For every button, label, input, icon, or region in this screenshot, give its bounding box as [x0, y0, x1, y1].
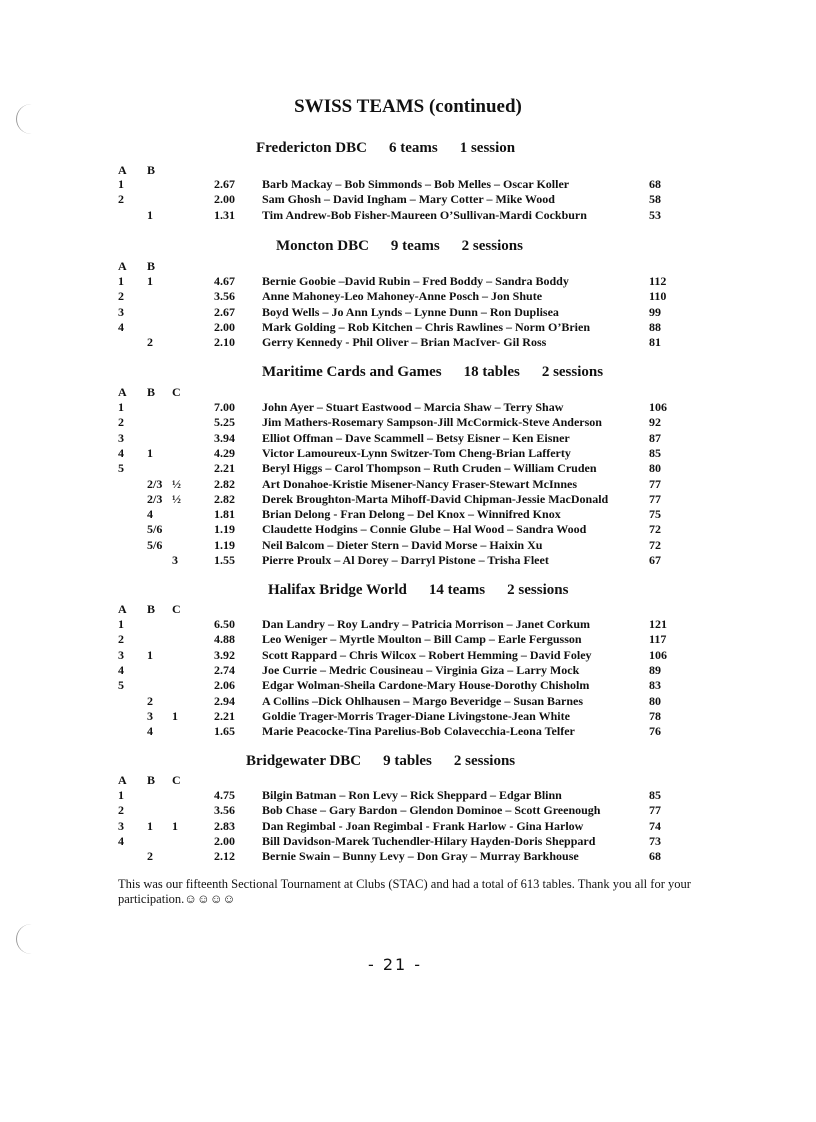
section-size: 14 teams [428, 582, 486, 598]
rank-a: 3 [118, 818, 124, 833]
column-header: C [172, 773, 181, 787]
rank-b: 3 [147, 708, 153, 723]
score-value: 87 [649, 430, 661, 445]
rank-a: 4 [118, 833, 124, 848]
result-row [0, 632, 816, 647]
masterpoints: 4.75 [214, 788, 235, 802]
rank-a: 1 [118, 617, 124, 631]
result-row [0, 507, 816, 522]
rank-a: 3 [118, 647, 124, 662]
masterpoints: 2.06 [214, 678, 235, 693]
team-members: Bill Davidson-Marek Tuchendler-Hilary Hayden-Doris Sheppard [262, 833, 596, 848]
rank-a: 3 [118, 304, 124, 319]
section-name: Fredericton DBC [256, 140, 367, 156]
result-row [0, 177, 816, 192]
score-value: 75 [649, 507, 661, 522]
section-size: 9 tables [383, 753, 432, 769]
section-size: 6 teams [388, 140, 438, 156]
result-row [0, 446, 816, 461]
masterpoints: 2.82 [214, 476, 235, 491]
result-row [0, 803, 816, 818]
rank-a: 3 [118, 430, 124, 445]
score-value: 72 [649, 522, 661, 537]
column-header: A [118, 385, 127, 399]
team-members: Brian Delong - Fran Delong – Del Knox – Winnifred Knox [262, 507, 561, 522]
masterpoints: 2.21 [214, 708, 235, 723]
rank-a: 2 [118, 415, 124, 430]
rank-b: 1 [147, 274, 153, 288]
score-value: 85 [649, 788, 661, 802]
team-members: Bob Chase – Gary Bardon – Glendon Dominoe – Scott Greenough [262, 803, 601, 818]
rank-a: 5 [118, 461, 124, 476]
team-members: Barb Mackay – Bob Simmonds – Bob Melles – Oscar Koller [262, 177, 570, 191]
result-row [0, 663, 816, 678]
rank-c: 1 [172, 818, 178, 833]
section-heading [276, 238, 523, 255]
score-value: 85 [649, 445, 661, 460]
team-members: Bernie Goobie –David Rubin – Fred Boddy – Sandra Boddy [262, 274, 569, 288]
rank-b: 4 [147, 507, 153, 522]
result-row [0, 415, 816, 430]
team-members: Claudette Hodgins – Connie Glube – Hal Wood – Sandra Wood [262, 522, 587, 537]
team-members: Sam Ghosh – David Ingham – Mary Cotter – Mike Wood [262, 192, 555, 207]
masterpoints: 3.92 [214, 647, 235, 662]
team-members: Scott Rappard – Chris Wilcox – Robert Hemming – David Foley [262, 647, 592, 662]
team-members: Mark Golding – Rob Kitchen – Chris Rawlines – Norm O’Brien [262, 319, 591, 334]
masterpoints: 1.65 [214, 724, 235, 739]
team-members: Tim Andrew-Bob Fisher-Maureen O’Sullivan-Mardi Cockburn [262, 207, 587, 222]
masterpoints: 2.21 [214, 461, 235, 476]
score-value: 80 [649, 693, 661, 708]
section-heading [268, 582, 568, 599]
score-value: 80 [649, 461, 661, 476]
result-row [0, 724, 816, 739]
section-sessions: 2 sessions [541, 364, 604, 380]
masterpoints: 2.94 [214, 693, 235, 708]
section-sessions: 2 sessions [453, 753, 516, 769]
team-members: Victor Lamoureux-Lynn Switzer-Tom Cheng-Brian Lafferty [262, 445, 571, 460]
rank-a: 2 [118, 803, 124, 818]
section-name: Moncton DBC [276, 238, 369, 254]
team-members: Pierre Proulx – Al Dorey – Darryl Pistone – Trisha Fleet [262, 553, 549, 567]
score-value: 99 [649, 304, 661, 319]
rank-a: 1 [118, 177, 124, 191]
rank-a: 1 [118, 788, 124, 802]
rank-a: 5 [118, 678, 124, 693]
score-value: 77 [649, 803, 661, 818]
column-header: A [118, 602, 127, 616]
score-value: 67 [649, 553, 661, 567]
team-members: Leo Weniger – Myrtle Moulton – Bill Camp – Earle Fergusson [262, 632, 582, 647]
masterpoints: 2.00 [214, 192, 235, 207]
score-value: 77 [649, 476, 661, 491]
team-members: Boyd Wells – Jo Ann Lynds – Lynne Dunn – Ron Duplisea [262, 304, 559, 319]
result-row [0, 274, 816, 289]
rank-a: 4 [118, 319, 124, 334]
score-value: 112 [649, 274, 667, 288]
rank-b: 4 [147, 724, 153, 739]
section-heading [262, 364, 603, 381]
masterpoints: 2.74 [214, 662, 235, 677]
masterpoints: 4.88 [214, 632, 235, 647]
section-name: Halifax Bridge World [268, 582, 407, 598]
section-name: Maritime Cards and Games [262, 364, 442, 380]
masterpoints: 6.50 [214, 617, 235, 631]
result-row [0, 431, 816, 446]
masterpoints: 2.12 [214, 849, 235, 864]
team-members: Derek Broughton-Marta Mihoff-David Chipman-Jessie MacDonald [262, 491, 609, 506]
rank-b: 5/6 [147, 537, 163, 552]
page-number: - 21 - [368, 955, 423, 974]
team-members: Bernie Swain – Bunny Levy – Don Gray – Murray Barkhouse [262, 849, 579, 864]
masterpoints: 2.00 [214, 319, 235, 334]
team-members: Edgar Wolman-Sheila Cardone-Mary House-Dorothy Chisholm [262, 678, 590, 693]
masterpoints: 3.56 [214, 289, 235, 304]
result-row [0, 335, 816, 350]
score-value: 106 [649, 400, 667, 414]
masterpoints: 1.31 [214, 207, 235, 222]
result-row [0, 289, 816, 304]
masterpoints: 2.67 [214, 177, 235, 191]
section-size: 9 teams [390, 238, 440, 254]
team-members: Bilgin Batman – Ron Levy – Rick Sheppard – Edgar Blinn [262, 788, 562, 802]
section-size: 18 tables [463, 364, 520, 380]
score-value: 110 [649, 289, 667, 304]
column-header: A [118, 773, 127, 787]
score-value: 58 [649, 192, 661, 207]
column-header: A [118, 259, 127, 273]
rank-b: 1 [147, 445, 153, 460]
section-sessions: 2 sessions [461, 238, 523, 254]
score-value: 92 [649, 415, 661, 430]
section-sessions: 2 sessions [507, 582, 569, 598]
team-members: Gerry Kennedy - Phil Oliver – Brian MacIver- Gil Ross [262, 335, 547, 350]
column-header: C [172, 602, 181, 616]
score-value: 76 [649, 724, 661, 739]
rank-b: 2/3 [147, 476, 163, 491]
result-row [0, 461, 816, 476]
result-row [0, 694, 816, 709]
rank-a: 1 [118, 274, 124, 288]
rank-a: 2 [118, 632, 124, 647]
rank-b: 1 [147, 647, 153, 662]
masterpoints: 1.19 [214, 522, 235, 537]
footer-note: This was our fifteenth Sectional Tournament at Clubs (STAC) and had a total of 613 tables. Thank you all for your participation.☺☺☺☺ [118, 877, 691, 906]
section-sessions: 1 session [459, 140, 516, 156]
result-row [0, 305, 816, 320]
masterpoints: 3.56 [214, 803, 235, 818]
score-value: 89 [649, 662, 661, 677]
score-value: 68 [649, 177, 661, 191]
score-value: 72 [649, 537, 661, 552]
rank-a: 4 [118, 662, 124, 677]
score-value: 53 [649, 207, 661, 222]
score-value: 78 [649, 708, 661, 723]
score-value: 88 [649, 319, 661, 334]
rank-a: 1 [118, 400, 124, 414]
score-value: 73 [649, 833, 661, 848]
column-header: B [147, 602, 156, 616]
score-value: 83 [649, 678, 661, 693]
masterpoints: 1.81 [214, 507, 235, 522]
masterpoints: 2.82 [214, 491, 235, 506]
result-row [0, 788, 816, 803]
team-members: A Collins –Dick Ohlhausen – Margo Beveridge – Susan Barnes [262, 693, 584, 708]
team-members: Art Donahoe-Kristie Misener-Nancy Fraser-Stewart McInnes [262, 476, 578, 491]
result-row [0, 553, 816, 568]
masterpoints: 2.00 [214, 833, 235, 848]
rank-a: 2 [118, 192, 124, 207]
rank-c: 3 [172, 553, 178, 567]
column-header: A [118, 163, 127, 177]
masterpoints: 1.19 [214, 537, 235, 552]
rank-b: 1 [147, 818, 153, 833]
section-heading [246, 753, 515, 770]
punch-hole-mark [16, 924, 47, 954]
team-members: Neil Balcom – Dieter Stern – David Morse – Haixin Xu [262, 537, 543, 552]
team-members: Jim Mathers-Rosemary Sampson-Jill McCormick-Steve Anderson [262, 415, 602, 430]
masterpoints: 4.29 [214, 445, 235, 460]
result-row [0, 849, 816, 864]
team-members: Dan Landry – Roy Landry – Patricia Morrison – Janet Corkum [262, 617, 590, 631]
team-members: Dan Regimbal - Joan Regimbal - Frank Harlow - Gina Harlow [262, 818, 584, 833]
masterpoints: 2.67 [214, 304, 235, 319]
masterpoints: 4.67 [214, 274, 235, 288]
rank-b: 2 [147, 693, 153, 708]
masterpoints: 3.94 [214, 430, 235, 445]
team-members: Goldie Trager-Morris Trager-Diane Livingstone-Jean White [262, 708, 570, 723]
masterpoints: 1.55 [214, 553, 235, 567]
score-value: 77 [649, 491, 661, 506]
team-members: Beryl Higgs – Carol Thompson – Ruth Cruden – William Cruden [262, 461, 597, 476]
column-header: B [147, 385, 156, 399]
score-value: 81 [649, 335, 661, 350]
team-members: John Ayer – Stuart Eastwood – Marcia Shaw – Terry Shaw [262, 400, 564, 414]
rank-c: ½ [172, 491, 181, 506]
rank-b: 2 [147, 335, 153, 350]
rank-a: 4 [118, 445, 124, 460]
rank-b: 1 [147, 207, 153, 222]
score-value: 121 [649, 617, 667, 631]
result-row [0, 320, 816, 335]
masterpoints: 2.10 [214, 335, 235, 350]
rank-a: 2 [118, 289, 124, 304]
team-members: Anne Mahoney-Leo Mahoney-Anne Posch – Jon Shute [262, 289, 543, 304]
rank-b: 2/3 [147, 491, 163, 506]
score-value: 74 [649, 818, 661, 833]
column-header: B [147, 163, 156, 177]
team-members: Joe Currie – Medric Cousineau – Virginia Giza – Larry Mock [262, 662, 580, 677]
rank-b: 2 [147, 849, 153, 864]
team-members: Elliot Offman – Dave Scammell – Betsy Eisner – Ken Eisner [262, 430, 570, 445]
result-row [0, 492, 816, 507]
section-heading [256, 140, 515, 157]
page-title: SWISS TEAMS (continued) [294, 96, 522, 117]
team-members: Marie Peacocke-Tina Parelius-Bob Colavecchia-Leona Telfer [262, 724, 575, 739]
result-row [0, 400, 816, 415]
column-header: B [147, 259, 156, 273]
score-value: 106 [649, 647, 667, 662]
result-row [0, 522, 816, 537]
result-row [0, 709, 816, 724]
rank-c: 1 [172, 708, 178, 723]
rank-b: 5/6 [147, 522, 163, 537]
column-header: C [172, 385, 181, 399]
result-row [0, 648, 816, 663]
score-value: 68 [649, 849, 661, 864]
rank-c: ½ [172, 476, 181, 491]
masterpoints: 5.25 [214, 415, 235, 430]
result-row [0, 819, 816, 834]
masterpoints: 7.00 [214, 400, 235, 414]
result-row [0, 208, 816, 223]
result-row [0, 834, 816, 849]
score-value: 117 [649, 632, 667, 647]
section-name: Bridgewater DBC [246, 753, 362, 769]
result-row [0, 477, 816, 492]
column-header: B [147, 773, 156, 787]
masterpoints: 2.83 [214, 818, 235, 833]
result-row [0, 617, 816, 632]
result-row [0, 192, 816, 207]
result-row [0, 678, 816, 693]
result-row [0, 538, 816, 553]
